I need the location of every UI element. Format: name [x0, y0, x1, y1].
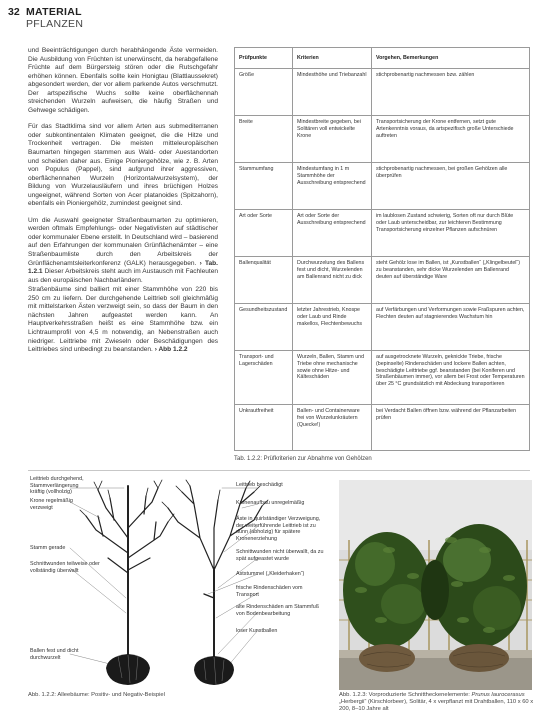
table-header-cell: Prüfpunkte: [235, 48, 293, 69]
label-wounds-healed: Schnittwunden teilweise oder vollständig überwallt: [30, 561, 100, 574]
table-header-row: [235, 48, 530, 69]
paragraph-2: Für das Stadtklima sind vor allem Arten aus submediterranen oder subkontinentalen Klimaten geeignet, die die Hitze und Trockenheit vertragen. Die meisten mitteleuropäischen Baumarten hingegen stammen aus Wald- oder Auestandorten und scheiden daher aus. Einige Pioniergehölze, wie z. B. Arten von Populus (Pappel), sind aufgrund ihrer aggressiven, oberflächennahen Wurzeln (Horizontalwurzelsystem), der Bildung von Wurzelausläufern und ihres brüchigen Holzes ungeeignet, während Sorten von Acer platanoides (Spitzahorn), ebenfalls ein Pioniergehölz, zumindest geeignet sind.: [28, 123, 218, 208]
table-cell: Gesundheitszustand: [235, 304, 293, 351]
table-cell: Ballen- und Containerware frei von Wurzelunkräutern (Quecke!): [293, 405, 372, 451]
table-row: [235, 210, 530, 257]
figure-reference-link[interactable]: › Abb 1.2.2: [154, 346, 188, 354]
label-loose-rootball: loser Kunstballen: [236, 628, 278, 634]
table-cell: auf Verfärbungen und Verformungen sowie Fraßspuren achten, Flechten deuten auf stagnierendes Wachstum hin: [372, 304, 530, 351]
table-cell: Breite: [235, 116, 293, 163]
table-caption: Tab. 1.2.2: Prüfkriterien zur Abnahme von Gehölzen: [234, 456, 372, 462]
table-cell: Transport- und Lagerschäden: [235, 351, 293, 405]
table-row: [235, 304, 530, 351]
page-number: 32: [8, 6, 20, 18]
table-row: [235, 163, 530, 210]
paragraph-1: und Beeinträchtigungen durch herabhängende Äste vermeiden. Die Ausbildung von Früchten ist unerwünscht, da herabgefallene Früchte auf dem Bürgersteig stören oder die Rutschgefahr erhöhen können. Ebenfalls sollte kein Honigtau (Blattlaussekret) abgesondert werden, der vor allem parkende Autos verschmutzt. Der artspezifische Wuchs sollte keine oberflächennah streichenden Wurzeln aufweisen, die häufig Straßen und Gehwege schädigen.: [28, 47, 218, 114]
table-cell: Transportsicherung der Krone entfernen, setzt gute Artenkenntnis voraus, da artspezifisch große Unterschiede auftreten: [372, 116, 530, 163]
table-row: [235, 257, 530, 304]
label-old-bark-damage: alte Rindenschäden am Stammfuß von Bodenbearbeitung: [236, 604, 319, 617]
table-cell: Größe: [235, 69, 293, 116]
table-reference-link[interactable]: › Tab. 1.2.1: [28, 259, 218, 276]
body-column: [28, 47, 218, 355]
table-row: [235, 116, 530, 163]
label-branch-stubs: Aststummel („Kleiderhaken“): [236, 571, 305, 577]
photo-caption-text-b: „Herbergii“ (Kirschlorbeer), Solitär, 4 x verpflanzt mit Drahtballen, 110 x 60 x 200, 8–10 Jahre alt: [339, 699, 534, 712]
hedge-photo-image: [339, 480, 532, 690]
figure-caption-photo: [339, 692, 534, 713]
table-header-cell: Vorgehen, Bemerkungen: [372, 48, 530, 69]
table-row: [235, 69, 530, 116]
table-cell: steht Gehölz lose im Ballen, ist „Kunstballen“ („Klingelbeutel“) zu beanstanden, sehr dicke Wurzelenden am Ballenrand deuten auf überständige Ware: [372, 257, 530, 304]
table-cell: Mindesthöhe und Triebanzahl: [293, 69, 372, 116]
label-crown-regular: Krone regelmäßig verzweigt: [30, 498, 73, 511]
table-cell: auf ausgetrocknete Wurzeln, geknickte Triebe, frische (bepinselte) Rindenschäden und lockere Ballen achten, beschädigte Leittriebe ggf. beanstanden (bei Koniferen und Straßenbäumen immer), vor allem bei Frost oder Temperaturen über 25 °C grundsätzlich mit Abdeckung transportieren: [372, 351, 530, 405]
table-cell: Art oder Sorte der Ausschreibung entsprechend: [293, 210, 372, 257]
section-subtitle: PFLANZEN: [26, 18, 84, 30]
label-leader-damaged: Leittrieb beschädigt: [236, 482, 283, 488]
table-header-cell: Kriterien: [293, 48, 372, 69]
label-fresh-bark-damage: frische Rindenschäden vom Transport: [236, 585, 303, 598]
label-crown-irregular: Kronenaufbau unregelmäßig: [236, 500, 305, 506]
table-cell: Wurzeln, Ballen, Stamm und Triebe ohne mechanische sowie ohne Hitze- und Kälteschäden: [293, 351, 372, 405]
table-cell: Durchwurzelung des Ballens fest und dicht, Wurzelenden am Ballenrand nicht zu dick: [293, 257, 372, 304]
figure-caption-illustration: Abb. 1.2.2: Alleebäume: Positiv- und Negativ-Beispiel: [28, 692, 165, 698]
table-cell: letzter Jahrestrieb, Knospe oder Laub und Rinde makellos, Flechtenbewuchs: [293, 304, 372, 351]
photo-caption-species: Prunus laurocerasus: [471, 692, 525, 698]
section-title: MATERIAL: [26, 6, 82, 18]
table-cell: Mindestbreite gegeben, bei Solitären voll entwickelte Krone: [293, 116, 372, 163]
paragraph-3-text-b: Dieser Arbeitskreis steht auch im Austausch mit Fachleuten aus den europäischen Nachbarländern.: [28, 268, 218, 284]
photo-caption-text: Abb. 1.2.3: Vorproduzierte Schnittheckenelemente:: [339, 692, 472, 698]
table-row: [235, 351, 530, 405]
criteria-table: [234, 47, 530, 451]
table-cell: Mindestumfang in 1 m Stammhöhe der Ausschreibung entsprechend: [293, 163, 372, 210]
table-cell: stichprobenartig nachmessen, bei großen Gehölzen alle überprüfen: [372, 163, 530, 210]
paragraph-4-text: Straßenbäume sind balliert mit einer Stammhöhe von 220 bis 250 cm zu liefern. Der durchgehende Leittrieb soll gleichmäßig mit mittelstarken Ästen verzweigt sein, so dass der Baum in den nächsten Jahren aufgeastet werden kann. An Hauptverkehrsstraßen heißt es eine Stammhöhe bzw. ein Lichtraumprofil von 4,5 m notwendig, an Nebenstraßen auch niedriger. Leittriebe mit Zwieseln oder Beschädigungen des Leittriebes sind unbedingt zu beanstanden.: [28, 286, 218, 354]
table-cell: bei Verdacht Ballen öffnen bzw. während der Pflanzarbeiten prüfen: [372, 405, 530, 451]
table-cell: Unkrautfreiheit: [235, 405, 293, 451]
table-cell: Stammumfang: [235, 163, 293, 210]
label-whorled-branches: Äste in quirlständiger Verzweigung, der weiterführende Leittrieb ist zu dünn (abholzig) für spätere Kronenerziehung: [236, 516, 321, 542]
label-leader-intact: Leittrieb durchgehend, Stammverlängerung kräftig (vollholzig): [30, 476, 84, 496]
divider: [28, 470, 530, 471]
table-row: [235, 405, 530, 451]
hedge-photo: [339, 480, 532, 690]
paragraph-3: [28, 217, 218, 285]
table-cell: Ballenqualität: [235, 257, 293, 304]
label-trunk-straight: Stamm gerade: [30, 545, 66, 551]
table-cell: Art oder Sorte: [235, 210, 293, 257]
label-rootball-firm: Ballen fest und dicht durchwurzelt: [30, 648, 79, 661]
table-cell: im laublosen Zustand schwierig, Sorten oft nur durch Blüte oder Laub unterscheidbar, zur leichteren Bestimmung Transportsicherung einzelner Pflanzen aufschnüren: [372, 210, 530, 257]
paragraph-4: [28, 286, 218, 354]
paragraph-3-text: Um die Auswahl geeigneter Straßenbaumarten zu optimieren, werden oftmals Empfehlungs- oder Negativlisten auf städtischer oder kommunaler Ebene erstellt. In Deutschland wird – basierend auf den Erfahrungen der kommunalen Grünflächenämter – eine Straßenbaumliste durch den Arbeitskreis der Grünflächenamtsleiterkonferenz (GALK) herausgegeben.: [28, 216, 218, 267]
table-cell: stichprobenartig nachmessen bzw. zählen: [372, 69, 530, 116]
label-wounds-not-healed: Schnittwunden nicht überwallt, da zu spät aufgeastet wurde: [236, 549, 324, 562]
tree-illustration: [28, 478, 328, 690]
